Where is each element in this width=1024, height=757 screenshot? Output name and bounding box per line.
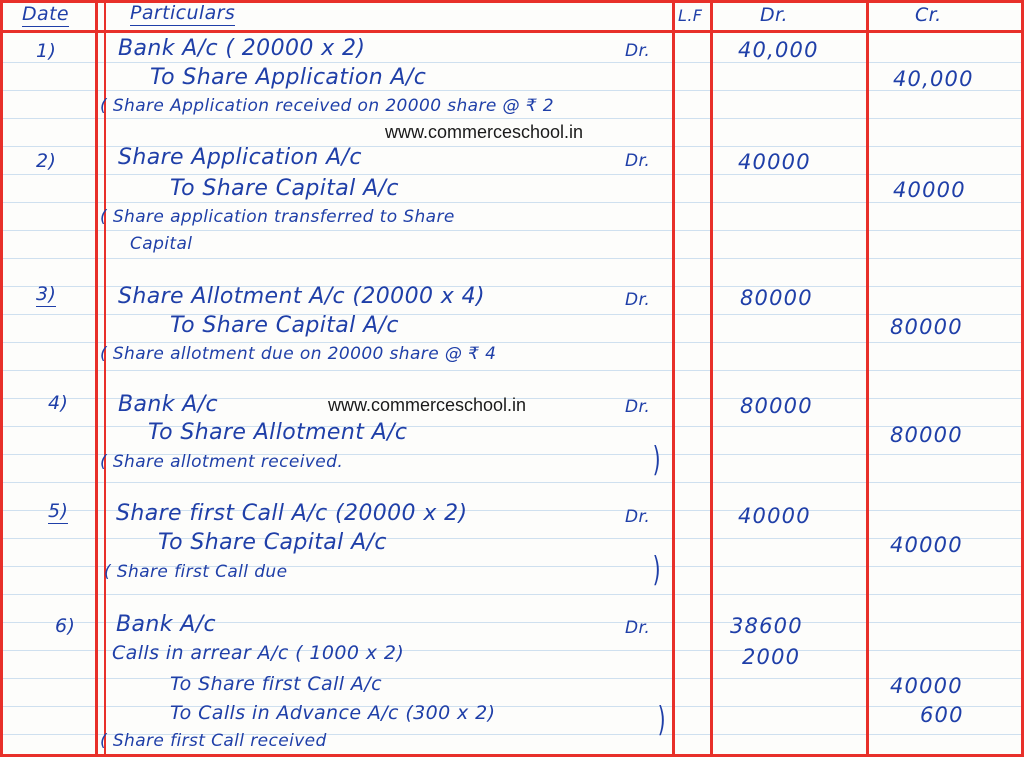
column-border-lf: [710, 0, 713, 757]
entry-debit-line: Share Application A/c: [118, 145, 362, 170]
entry-credit-amount: 40000: [890, 674, 963, 698]
entry-number: 3): [36, 283, 57, 305]
entry-credit-amount: 40000: [893, 178, 966, 202]
entry-debit-amount-2: 2000: [742, 645, 801, 669]
entry-credit-amount: 40000: [890, 533, 963, 557]
dr-tag: Dr.: [625, 507, 651, 527]
narration-bracket: ): [652, 550, 661, 590]
entry-debit-amount: 40000: [738, 504, 811, 528]
entry-narration: ( Share allotment received.: [100, 452, 344, 472]
entry-debit-line-2: Calls in arrear A/c ( 1000 x 2): [112, 642, 405, 664]
entry-credit-line: To Share Application A/c: [150, 65, 427, 90]
column-header-debit: Dr.: [760, 4, 788, 26]
entry-debit-amount: 80000: [740, 286, 813, 310]
entry-debit-amount: 40,000: [738, 38, 819, 62]
narration-bracket: ): [657, 700, 666, 740]
watermark: www.commerceschool.in: [385, 122, 584, 142]
entry-credit-line: To Share Allotment A/c: [148, 420, 408, 445]
entry-number: 1): [36, 40, 57, 62]
narration-bracket: ): [652, 440, 661, 480]
entry-debit-amount: 40000: [738, 150, 811, 174]
dr-tag: Dr.: [625, 41, 651, 61]
entry-narration: ( Share application transferred to Share: [100, 207, 455, 227]
column-header-particulars: Particulars: [130, 2, 236, 24]
entry-debit-line: Bank A/c: [118, 392, 219, 417]
entry-narration-2: Capital: [130, 234, 193, 254]
dr-tag: Dr.: [625, 397, 651, 417]
entry-debit-line: Share first Call A/c (20000 x 2): [116, 501, 468, 526]
header-bottom-border: [0, 30, 1024, 33]
entry-narration: ( Share Application received on 20000 share @ ₹ 2: [100, 96, 554, 116]
entry-debit-amount: 38600: [730, 614, 803, 638]
entry-narration: ( Share first Call received: [100, 731, 327, 751]
dr-tag: Dr.: [625, 290, 651, 310]
entry-debit-line: Bank A/c ( 20000 x 2): [118, 36, 366, 61]
entry-credit-amount: 80000: [890, 315, 963, 339]
dr-tag: Dr.: [625, 618, 651, 638]
entry-debit-amount: 80000: [740, 394, 813, 418]
entry-credit-amount: 40,000: [893, 67, 974, 91]
entry-number: 4): [48, 392, 69, 414]
entry-credit-line: To Share Capital A/c: [170, 313, 399, 338]
column-header-credit: Cr.: [915, 4, 942, 26]
entry-credit-amount: 80000: [890, 423, 963, 447]
column-border-debit: [866, 0, 869, 757]
column-border-particulars: [672, 0, 675, 757]
entry-number: 5): [48, 500, 69, 522]
column-header-date: Date: [22, 3, 70, 25]
entry-credit-line: To Share Capital A/c: [158, 530, 387, 555]
column-header-lf: L.F: [678, 6, 703, 25]
column-border-date: [95, 0, 98, 757]
entry-credit-line: To Share Capital A/c: [170, 176, 399, 201]
entry-narration: ( Share first Call due: [104, 562, 288, 582]
entry-narration: ( Share allotment due on 20000 share @ ₹ 4: [100, 344, 497, 364]
entry-number: 6): [55, 615, 76, 637]
entry-credit-line: To Share first Call A/c: [170, 673, 382, 695]
entry-debit-line: Bank A/c: [116, 612, 217, 637]
column-border-left: [0, 0, 3, 757]
dr-tag: Dr.: [625, 151, 651, 171]
entry-number: 2): [36, 150, 57, 172]
watermark: www.commerceschool.in: [328, 395, 527, 415]
entry-credit-amount-2: 600: [920, 703, 964, 727]
entry-debit-line: Share Allotment A/c (20000 x 4): [118, 284, 485, 309]
entry-credit-line-2: To Calls in Advance A/c (300 x 2): [170, 702, 496, 724]
